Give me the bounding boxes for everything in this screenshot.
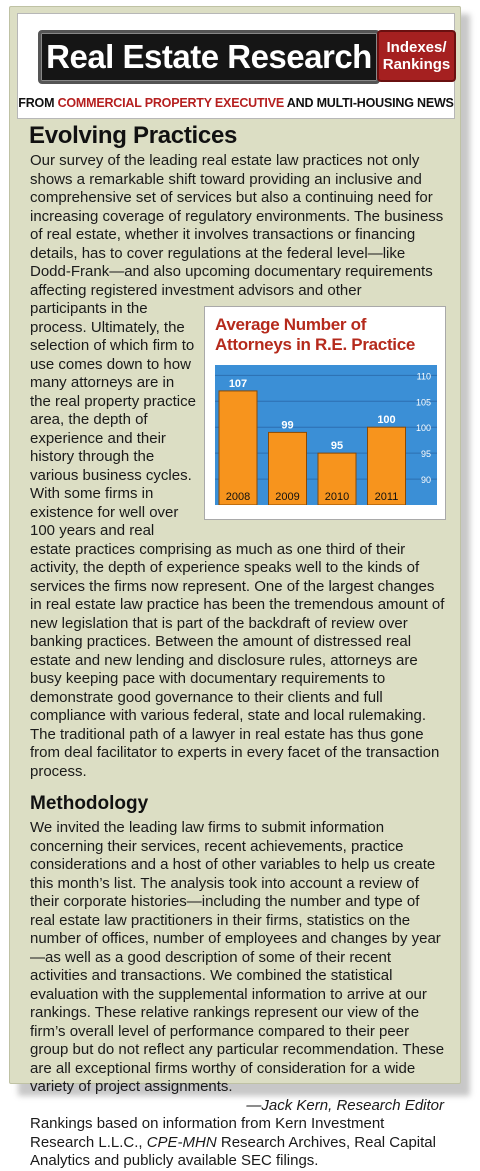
chart-ytick-label: 95 bbox=[420, 449, 431, 460]
rankings-note-pre: Rankings based on information from Kern Investment Research L.L.C., bbox=[30, 1115, 385, 1151]
chart-bar bbox=[219, 391, 257, 505]
chart-ytick-label: 105 bbox=[415, 397, 431, 408]
chart-ytick-label: 90 bbox=[420, 475, 431, 486]
chart-category-label: 2010 bbox=[324, 491, 350, 503]
chart-category-label: 2009 bbox=[275, 491, 300, 503]
chart-plot bbox=[215, 365, 437, 505]
source-publication-2: MULTI-HOUSING NEWS bbox=[316, 96, 454, 110]
badge-line-2: Rankings bbox=[382, 56, 451, 73]
badge-line-1: Indexes/ bbox=[386, 39, 447, 56]
chart-ytick-label: 100 bbox=[415, 423, 431, 434]
rankings-source-note bbox=[30, 1115, 448, 1171]
source-publication-1: COMMERCIAL PROPERTY EXECUTIVE bbox=[57, 96, 284, 110]
research-panel bbox=[9, 6, 461, 1169]
article-body bbox=[30, 152, 448, 1171]
chart-value-label: 100 bbox=[377, 414, 396, 427]
rankings-note-italic: CPE-MHN bbox=[146, 1133, 217, 1151]
chart-ytick-label: 110 bbox=[416, 371, 431, 382]
source-prefix: FROM bbox=[18, 96, 58, 110]
chart-value-label: 95 bbox=[330, 440, 344, 453]
attorneys-chart bbox=[204, 306, 446, 520]
chart-category-label: 2008 bbox=[225, 491, 251, 503]
methodology-paragraph: We invited the leading law firms to submit information concerning their services, recent achievements, practice considerations and a host of other variables to help us create this month’s list. The analysis took into account a review of their corporate histories—including the number and type of real estate law practitioners in their firms, statistics on the number of offices, number of employees and changes by year—as well as a good description of some of their recent activities and transactions. We combined the statistical evaluation with the supplemental information to arrive at our rankings. These relative rankings represent our view of the firm’s overall level of performance compared to their peer group but do not reflect any particular recommendation. These are all exceptional firms worthy of consideration for a wide variety of project assignments. bbox=[30, 819, 445, 1095]
article-heading: Evolving Practices bbox=[29, 122, 238, 149]
intro-paragraph-top: Our survey of the leading real estate law practices not only shows a remarkable shift toward providing an inclusive and comprehensive set of services but also a continuing need for increasing coverage of regulatory environments. The business of real estate, whether it involves transactions or financing details, has to cover regulations at the federal level—like Dodd-Frank—and also upcoming documentary requirements affecting registered investment advisors and other bbox=[30, 152, 444, 299]
chart-value-label: 107 bbox=[228, 377, 248, 390]
chart-value-label: 99 bbox=[281, 419, 294, 432]
masthead-source-line bbox=[18, 96, 454, 110]
intro-paragraph-rest: participants in the process. Ultimately, the selection of which firm to use comes down to how many attorneys are in the real property practice area, the depth of experience and their history through the various business cycles. With some firms in existence for well over 100 years and real estate practices comprising as much as one third of their activity, the depth of experience speaks well to the kinds of services the firms now represent. One of the largest changes in real estate law practice has been the tremendous amount of new legislation that is part of the backdraft of review over banking practices. Between the amount of distressed real estate and new lending and disclosure rules, attorneys are busy keeping pace with documentary requirements to demonstrate good governance to their clients and full compliance with various federal, state and local rulemaking. The traditional path of a lawyer in real estate has thus gone from deal facilitator to experts in every facet of the transaction process. bbox=[30, 300, 445, 780]
chart-category-label: 2011 bbox=[374, 491, 399, 503]
editor-signoff: —Jack Kern, Research Editor bbox=[246, 1096, 444, 1114]
masthead bbox=[17, 13, 455, 119]
indexes-rankings-badge bbox=[377, 30, 456, 82]
methodology-heading: Methodology bbox=[30, 793, 149, 814]
masthead-title-box bbox=[38, 30, 380, 84]
chart-title: Average Number of Attorneys in R.E. Practice bbox=[215, 315, 416, 354]
rankings-note-post: Research Archives, Real Capital Analytics and publicly available SEC filings. bbox=[30, 1133, 436, 1169]
masthead-title: Real Estate Research bbox=[46, 38, 372, 75]
source-and: AND bbox=[283, 96, 317, 110]
